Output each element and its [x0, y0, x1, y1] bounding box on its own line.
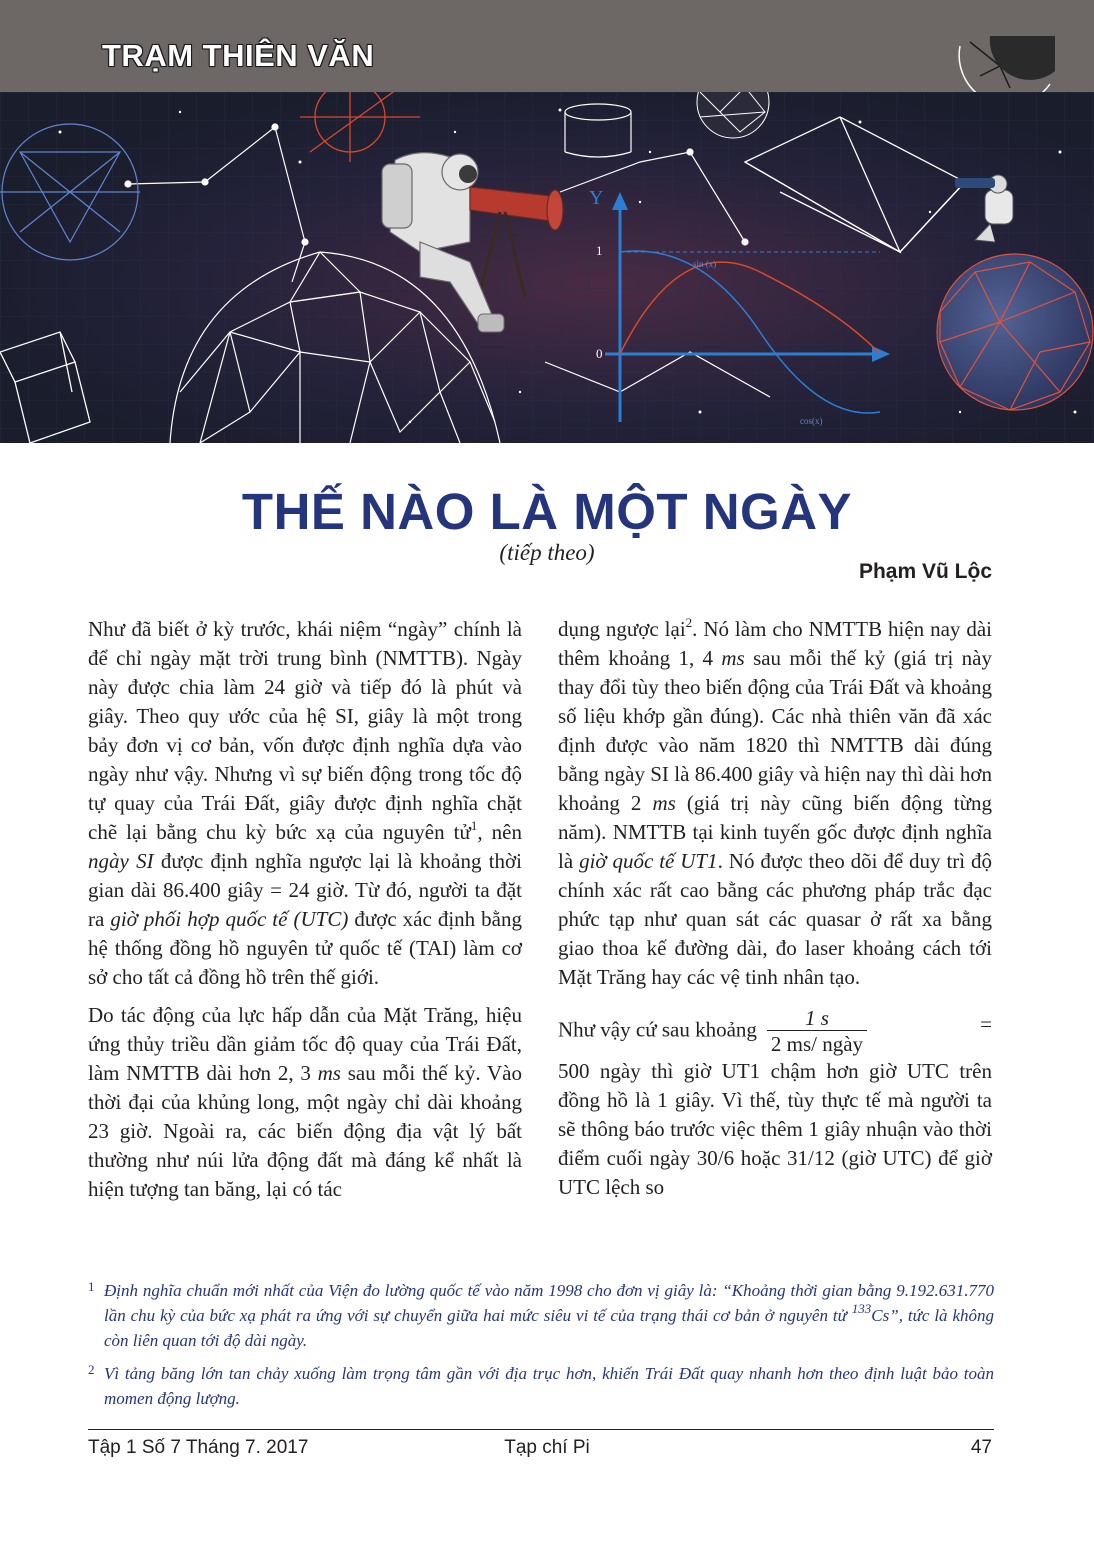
- body-column-left: [88, 615, 522, 1213]
- paragraph-4: Như vậy cứ sau khoảng $\frac{1 s}{\text{2 ms/ ngày}}$ = 500 ngày thì giờ UT1 chậm hơn giờ UTC trên đồng hồ là 1 giây. Vì thế, tùy thực tế mà người ta sẽ thông báo trước việc thêm 1 giây nhuận vào thời điểm cuối ngày 30/6 hoặc 31/12 (giờ UTC) để giờ UTC lệch so: [558, 1006, 992, 1199]
- paragraph-2: Do tác động của lực hấp dẫn của Mặt Trăng, hiệu ứng thủy triều dần giảm tốc độ quay của Trái Đất, làm NMTTB dài hơn 2, 3 ms sau mỗi thế kỷ. Vào thời đại của khủng long, một ngày chỉ dài khoảng 23 giờ. Ngoài ra, các biến động địa vật lý bất thường như núi lửa động đất mà đáng kể nhất là hiện tượng tan băng, lại có tác: [88, 1003, 522, 1201]
- footer-journal: Tạp chí Pi: [504, 1437, 590, 1458]
- fraction: [767, 1006, 867, 1057]
- footnote-2: 2 Vì tảng băng lớn tan chảy xuống làm trọng tâm gần với địa trục hơn, khiến Trái Đất quay nhanh hơn theo định luật bảo toàn momen động lượng.: [88, 1361, 994, 1411]
- curve-label-sin: sin (x): [693, 259, 717, 269]
- hero-illustration: [0, 92, 1094, 443]
- fraction-denominator: 2 ms/ ngày: [767, 1030, 867, 1057]
- axis-tick-0: 0: [596, 346, 603, 361]
- paragraph-1: Như đã biết ở kỳ trước, khái niệm “ngày” chính là để chỉ ngày mặt trời trung bình (NMTTB). Ngày này được chia làm 24 giờ và tiếp đó là phút và giây. Theo quy ước của hệ SI, giây là một trong bảy đơn vị cơ bản, vốn được định nghĩa dựa vào ngày như vậy. Nhưng vì sự biến động trong tốc độ tự quay của Trái Đất, giây được định nghĩa chặt chẽ lại bằng chu kỳ bức xạ của nguyên tử$^1$, nên ngày SI được định nghĩa ngược lại là khoảng thời gian dài 86.400 giây = 24 giờ. Từ đó, người ta đặt ra giờ phối hợp quốc tế (UTC) được xác định bằng hệ thống đồng hồ nguyên tử quốc tế (TAI) làm cơ sở cho tất cả đồng hồ trên thế giới.: [88, 617, 522, 989]
- footer-divider: [88, 1429, 994, 1430]
- axis-tick-1: 1: [596, 243, 603, 258]
- footnote-1: 1 Định nghĩa chuẩn mới nhất của Viện đo lường quốc tế vào năm 1998 cho đơn vị giây là: “Khoảng thời gian bằng 9.192.631.770 lần chu kỳ của bức xạ phát ra ứng với sự chuyển giữa hai mức siêu vi tế của trạng thái cơ bản ở nguyên tử $^{133}$Cs”, tức là không còn liên quan tới độ dài ngày.: [88, 1278, 994, 1353]
- body-column-right: [558, 615, 992, 1211]
- footnote-mark: 2: [88, 1362, 95, 1377]
- fraction-numerator: 1 s: [805, 1006, 829, 1030]
- article-title: THẾ NÀO LÀ MỘT NGÀY: [241, 483, 853, 540]
- footer-page-number: 47: [970, 1437, 992, 1458]
- article-subtitle: (tiếp theo): [499, 540, 595, 565]
- space-scene: [0, 92, 1094, 443]
- footnote-mark: 1: [88, 1279, 95, 1294]
- footnotes: [88, 1278, 994, 1419]
- article-author: Phạm Vũ Lộc: [858, 560, 992, 583]
- paragraph-3: dụng ngược lại$^2$. Nó làm cho NMTTB hiện nay dài thêm khoảng 1, 4 ms sau mỗi thế kỷ (giá trị này thay đổi tùy theo biến động của Trái Đất và khoảng số liệu khớp gần đúng). Các nhà thiên văn đã xác định được vào năm 1820 thì NMTTB dài đúng bằng ngày SI là 86.400 giây và hiện nay thì dài hơn khoảng 2 ms (giá trị này cũng biến động từng năm). NMTTB tại kinh tuyến gốc được định nghĩa là giờ quốc tế UT1. Nó được theo dõi để duy trì độ chính xác rất cao bằng các phương pháp trắc đạc phức tạp như quan sát các quasar ở rất xa bằng giao thoa kế đường dài, đo laser khoảng cách tới Mặt Trăng hay các vệ tinh nhân tạo.: [558, 615, 992, 989]
- footer-issue: Tập 1 Số 7 Tháng 7. 2017: [88, 1437, 309, 1458]
- header-geodesic-decoration: [940, 36, 1060, 92]
- axis-y-label: Y: [589, 187, 604, 209]
- curve-label-cos: cos(x): [800, 416, 823, 426]
- footnote-ref-1: 1: [470, 818, 478, 833]
- section-title: TRẠM THIÊN VĂN: [102, 38, 375, 73]
- equals-sign: =: [980, 1012, 992, 1036]
- footnote-ref-2: 2: [685, 615, 693, 630]
- red-geodesic-sphere: [937, 254, 1093, 410]
